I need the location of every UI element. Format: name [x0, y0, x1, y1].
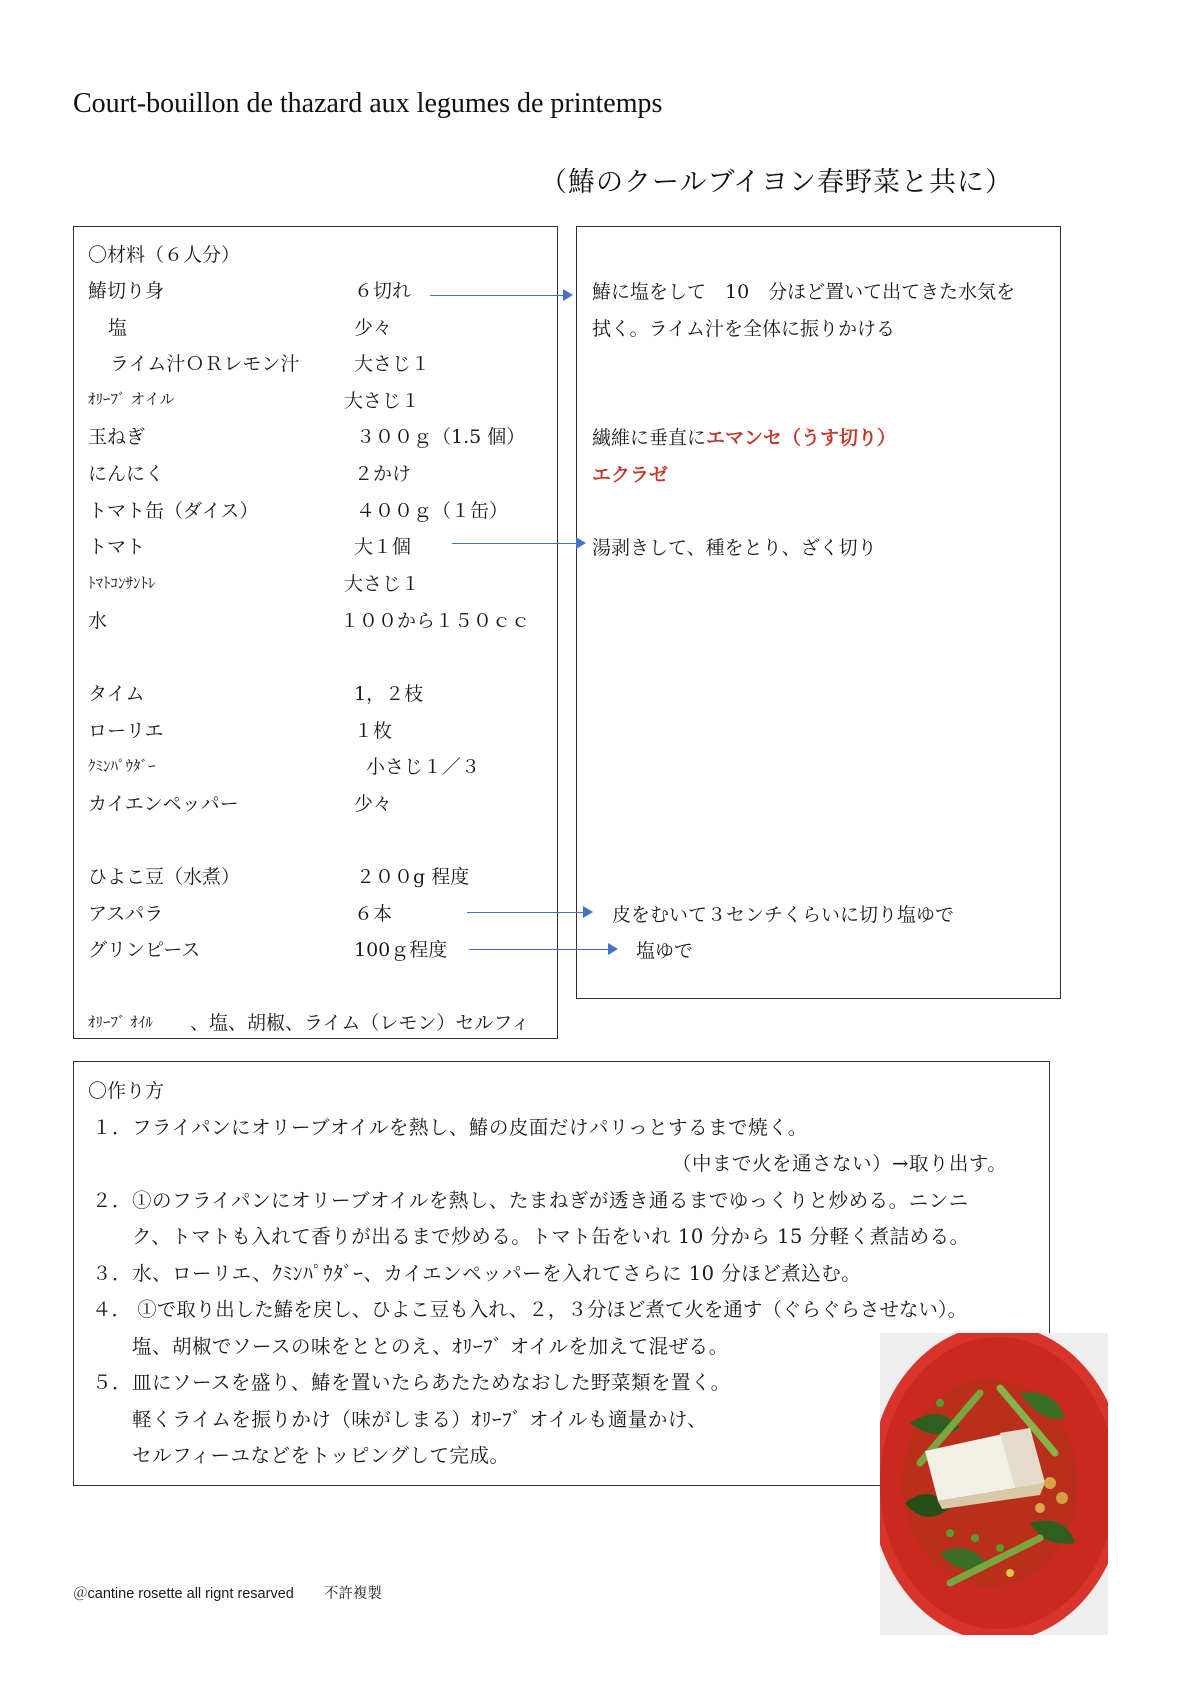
ingredient-qty: 100ｇ程度	[354, 939, 448, 961]
note-asparagus: 皮をむいて３センチくらいに切り塩ゆで	[612, 904, 955, 926]
ingredient-qty: ６本	[354, 903, 393, 925]
ingredient-name: 玉ねぎ	[88, 426, 146, 448]
ingredient-qty: ３００ｇ（1.5 個）	[356, 426, 526, 448]
ingredient-qty: １枚	[354, 720, 393, 742]
ingredient-qty: 少々	[354, 793, 393, 815]
ingredient-name: 水	[88, 610, 108, 632]
ingredient-qty: 大１個	[354, 536, 412, 558]
ingredient-name: ひよこ豆（水煮）	[88, 866, 241, 888]
note-fish-1: 鰆に塩をして 10 分ほど置いて出てきた水気を	[592, 281, 1016, 303]
ingredient-name: 塩	[108, 317, 128, 339]
ingredients-header: 〇材料（６人分）	[88, 244, 241, 266]
arrow-tomato	[452, 543, 578, 544]
ingredient-qty: ２かけ	[354, 463, 412, 485]
step-5-cont-1: 軽くライムを振りかけ（味がしまる）ｵﾘｰﾌﾞ オイルも適量かけ、	[132, 1408, 708, 1431]
ingredient-name: ライム汁ＯＲレモン汁	[110, 353, 300, 375]
ingredient-qty: ６切れ	[354, 280, 412, 302]
ingredient-qty: １００から１５０ｃｃ	[340, 610, 531, 632]
note-tomato: 湯剥きして、種をとり、ざく切り	[592, 537, 877, 559]
step-2-cont: ク、トマトも入れて香りが出るまで炒める。トマト缶をいれ 10 分から 15 分軽く煮詰める。	[132, 1225, 970, 1248]
title-french: Court-bouillon de thazard aux legumes de printemps	[73, 88, 663, 119]
ingredient-name: グリンピース	[88, 939, 201, 961]
dish-illustration	[880, 1333, 1108, 1635]
garnish-line: 、塩、胡椒、ライム（レモン）セルフィ	[190, 1012, 530, 1034]
note-ecraser: エクラゼ	[592, 464, 669, 486]
ingredient-qty: 大さじ１	[344, 573, 421, 595]
ingredient-name: タイム	[88, 683, 145, 705]
ingredient-qty: 1，２枝	[354, 683, 424, 705]
ingredient-name: トマト	[88, 536, 146, 558]
step-4: ４． ①で取り出した鰆を戻し、ひよこ豆も入れ、２，３分ほど煮て火を通す（ぐらぐらさせない）。	[92, 1298, 968, 1321]
notes-box	[576, 226, 1061, 999]
step-5-cont-2: セルフィーユなどをトッピングして完成。	[132, 1444, 510, 1467]
arrow-peas	[469, 949, 610, 950]
step-1: １．フライパンにオリーブオイルを熱し、鰆の皮面だけパリっとするまで焼く。	[92, 1116, 808, 1139]
ingredient-qty: 大さじ１	[344, 390, 421, 412]
step-3: ３．水、ローリエ、ｸﾐﾝﾊﾟｳﾀﾞｰ、カイエンペッパーを入れてさらに 10 分ほど煮込む。	[92, 1262, 862, 1285]
note-peas: 塩ゆで	[636, 940, 694, 962]
ingredient-name: ｵﾘｰﾌﾞ オイル	[88, 390, 175, 408]
note-fish-2: 拭く。ライム汁を全体に振りかける	[592, 318, 896, 340]
footer	[73, 1582, 408, 1603]
ingredient-qty: ４００ｇ（１缶）	[356, 500, 509, 522]
method-header: 〇作り方	[88, 1080, 165, 1102]
dish-photo	[880, 1333, 1108, 1635]
copy-notice: 不許複製	[323, 1586, 382, 1602]
ingredient-name: ｸﾐﾝﾊﾟｳﾀﾞｰ	[88, 757, 156, 775]
ingredient-name: にんにく	[88, 463, 165, 485]
ingredient-qty: 少々	[354, 317, 393, 339]
note-onion	[592, 423, 896, 450]
ingredient-name: カイエンペッパー	[88, 793, 239, 815]
note-onion-text: 繊維に垂直に	[592, 427, 707, 449]
step-5: ５．皿にソースを盛り、鰆を置いたらあたためなおした野菜類を置く。	[92, 1371, 731, 1394]
copyright-text: ＠cantine rosette all rignt resarved	[73, 1586, 294, 1602]
title-japanese: （鰆のクールブイヨン春野菜と共に）	[540, 167, 1014, 198]
ingredient-name: トマト缶（ダイス）	[88, 500, 259, 522]
ingredient-qty: 大さじ１	[354, 353, 431, 375]
ingredient-name: アスパラ	[88, 903, 164, 925]
ingredient-name: ﾄﾏﾄｺﾝｻﾝﾄﾚ	[88, 574, 156, 592]
ingredient-qty: ２００g 程度	[356, 866, 470, 888]
ingredient-name: ローリエ	[88, 720, 164, 742]
note-emince: エマンセ（うす切り）	[706, 427, 897, 449]
arrow-fish	[430, 295, 565, 296]
step-4-cont: 塩、胡椒でソースの味をととのえ、ｵﾘｰﾌﾞ オイルを加えて混ぜる。	[132, 1335, 729, 1358]
garnish-oil: ｵﾘｰﾌﾞ ｵｲﾙ	[88, 1013, 153, 1031]
ingredient-qty: 小さじ１／３	[366, 756, 481, 778]
arrow-asparagus	[467, 912, 585, 913]
ingredient-name: 鰆切り身	[88, 280, 165, 302]
step-2: ２．①のフライパンにオリーブオイルを熱し、たまねぎが透き通るまでゆっくりと炒める。ニンニ	[92, 1189, 969, 1212]
step-1-cont: （中まで火を通さない）→取り出す。	[672, 1152, 1008, 1175]
